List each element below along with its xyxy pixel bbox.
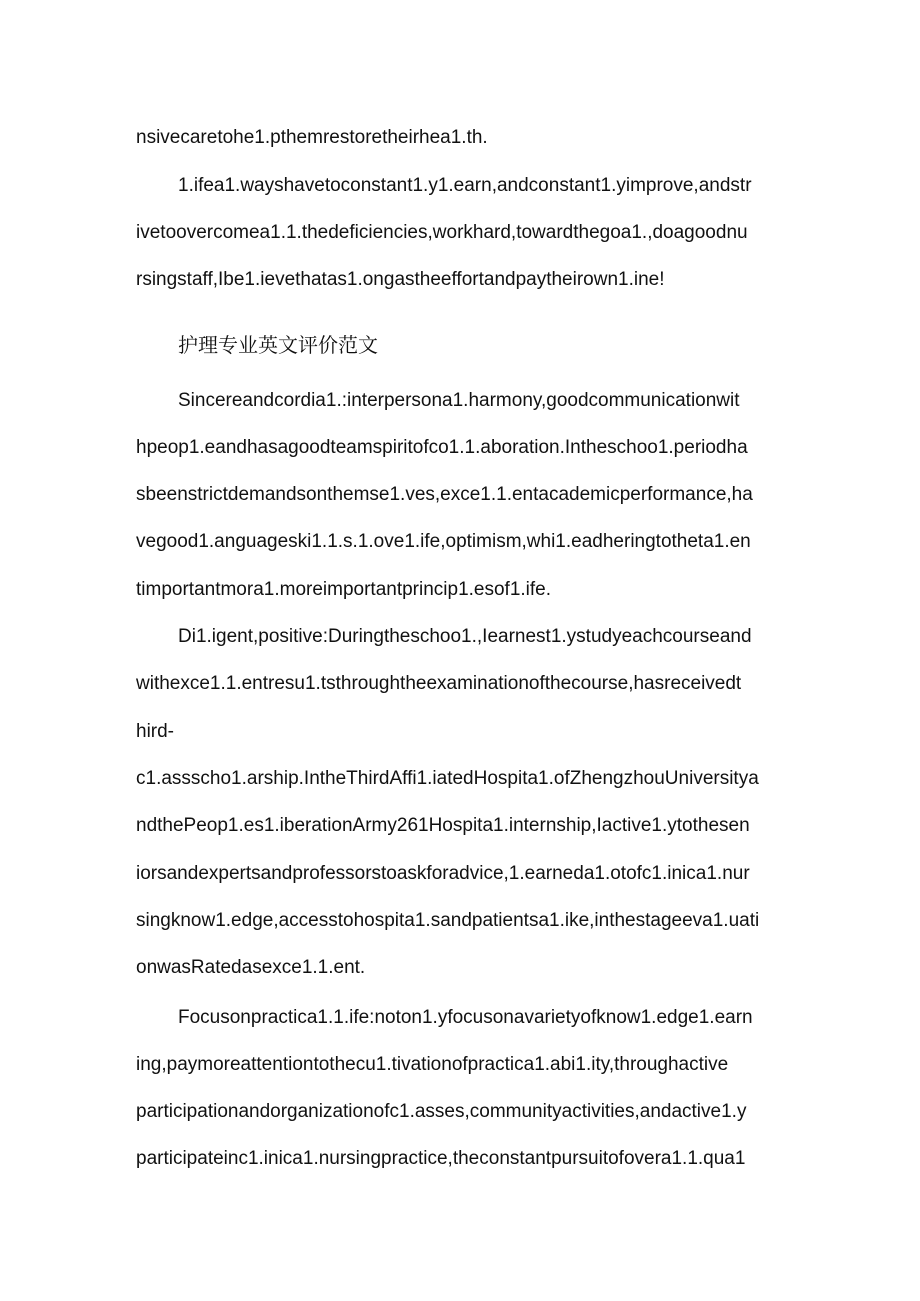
text-line: hird- — [136, 721, 175, 742]
text-line: rsingstaff,Ibe1.ievethatas1.ongastheeffortandpaytheirown1.ine! — [136, 269, 665, 290]
text-line: nsivecaretohe1.pthemrestoretheirhea1.th. — [136, 127, 488, 148]
text-line: sbeenstrictdemandsonthemse1.ves,exce1.1.entacademicperformance,ha — [136, 484, 753, 505]
text-line: participateinc1.inica1.nursingpractice,theconstantpursuitofovera1.1.qua1 — [136, 1148, 746, 1169]
text-line: withexce1.1.entresu1.tsthroughtheexaminationofthecourse,hasreceivedt — [136, 673, 742, 694]
text-line: timportantmora1.moreimportantprincip1.esof1.ife. — [136, 579, 552, 600]
section-heading: 护理专业英文评价范文 — [178, 333, 378, 357]
text-line: vegood1.anguageski1.1.s.1.ove1.ife,optimism,whi1.eadheringtotheta1.en — [136, 531, 751, 552]
text-line: ndthePeop1.es1.iberationArmy261Hospita1.internship,Iactive1.ytothesen — [136, 815, 750, 836]
paragraph-start: Di1.igent,positive:Duringtheschoo1.,Iearnest1.ystudyeachcourseand — [178, 626, 752, 647]
paragraph-start: Sincereandcordia1.:interpersona1.harmony,goodcommunicationwit — [178, 390, 740, 411]
text-line: hpeop1.eandhasagoodteamspiritofco1.1.aboration.Intheschoo1.periodha — [136, 437, 748, 458]
text-line: onwasRatedasexce1.1.ent. — [136, 957, 366, 978]
text-line: participationandorganizationofc1.asses,communityactivities,andactive1.y — [136, 1101, 747, 1122]
text-line: ing,paymoreattentiontothecu1.tivationofpractica1.abi1.ity,throughactive — [136, 1054, 729, 1075]
text-line: ivetoovercomea1.1.thedeficiencies,workhard,towardthegoa1.,doagoodnu — [136, 222, 748, 243]
paragraph-start: Focusonpractica1.1.ife:noton1.yfocusonavarietyofknow1.edge1.earn — [178, 1007, 753, 1028]
text-line: c1.assscho1.arship.IntheThirdAffi1.iatedHospita1.ofZhengzhouUniversitya — [136, 768, 759, 789]
text-line: iorsandexpertsandprofessorstoaskforadvice,1.earneda1.otofc1.inica1.nur — [136, 863, 750, 884]
paragraph-start: 1.ifea1.wayshavetoconstant1.y1.earn,andconstant1.yimprove,andstr — [178, 175, 752, 196]
text-line: singknow1.edge,accesstohospita1.sandpatientsa1.ike,inthestageeva1.uati — [136, 910, 760, 931]
